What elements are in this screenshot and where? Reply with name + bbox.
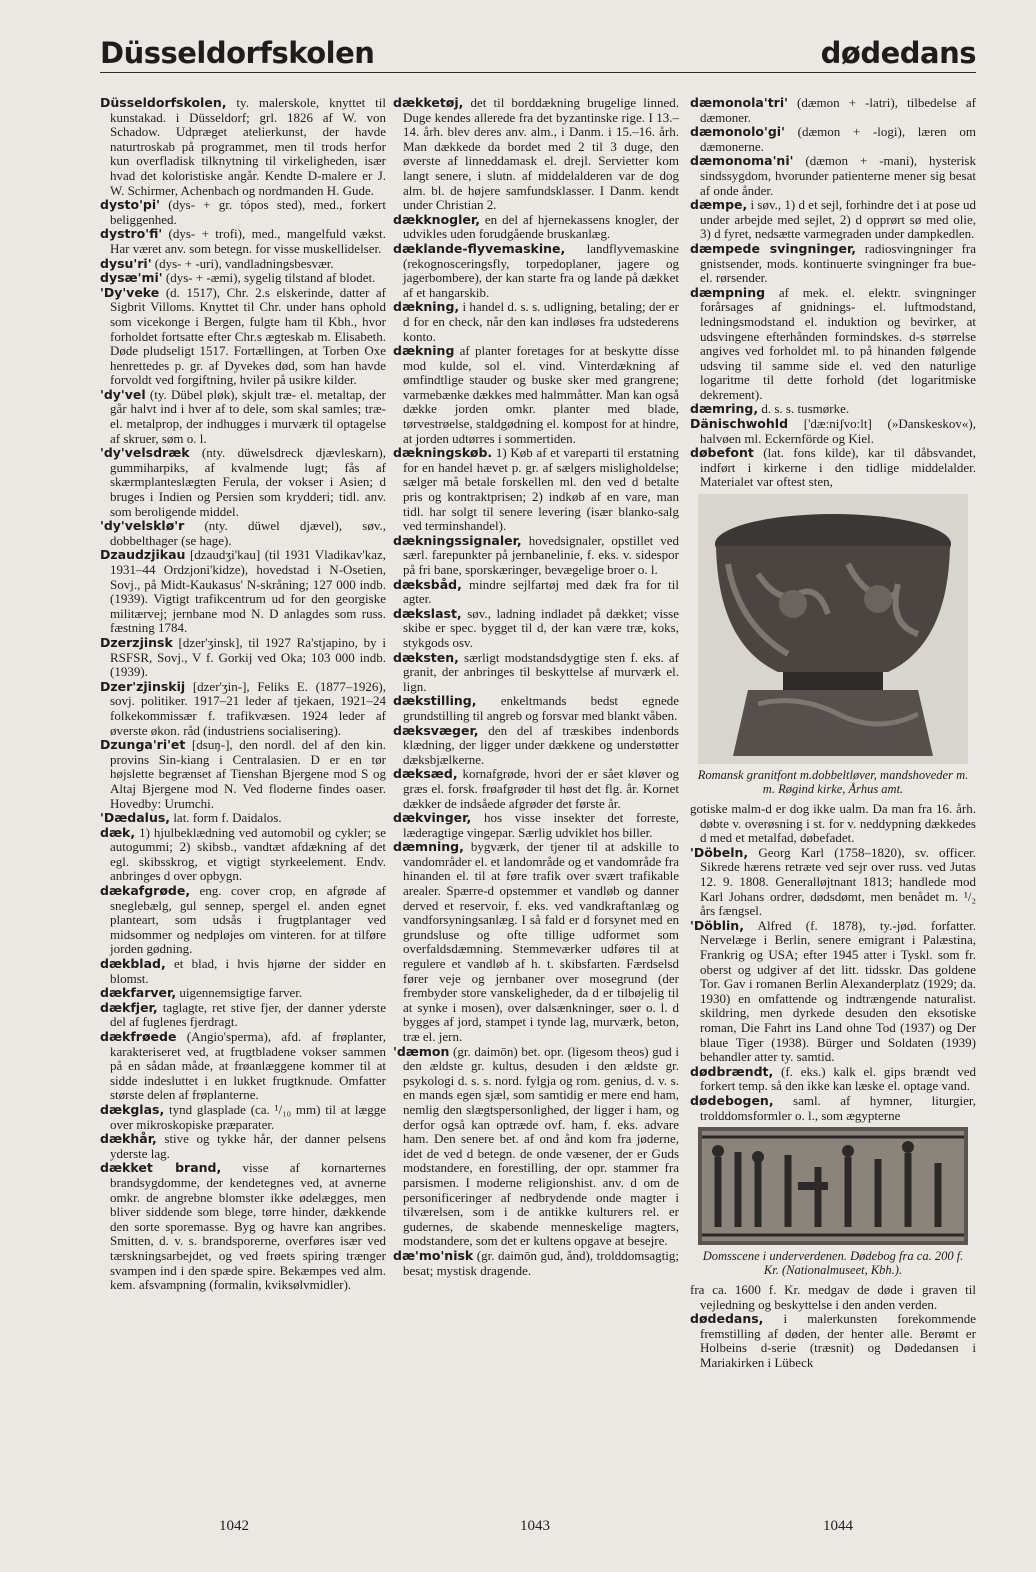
entry-headword: dæmpning [690, 284, 766, 300]
entry-text: uigennemsigtige farver. [176, 985, 303, 1001]
entry-headword: dæmring, [690, 401, 759, 417]
entry-headword: 'dy'velsdræk [100, 445, 190, 461]
entry-headword: Dänischwohld [690, 416, 789, 432]
entry-text: saml. af hymner, liturgier, trolddomsformler o. l., som ægypterne [700, 1092, 976, 1123]
entry [100, 198, 386, 227]
entry-headword: dækknogler, [393, 211, 480, 227]
entry [100, 1001, 386, 1030]
entry [690, 242, 976, 286]
entry-headword: dæmpede svingninger, [690, 240, 857, 256]
entry-text: i malerkunsten forekommende fremstilling af døden, der henter alle. Berømt er Holbeins d-serie (træsnit) og Dødedansen i Mariakirken i Lübeck [700, 1311, 976, 1371]
entry-text: bygværk, der tjener til at adskille to vandområder el. et landområde og et vandområde fra hinanden el. til at føre trafik over svært trafikable arealer. Spærre-d opstemmer et vandløb og danner derved et reservoir, f. eks. ved vandkraftanlæg og vandforsyningsanlæg. I så fald er d forsynet med en grundsluse og ofte tillige udformet som overfaldsdæmning. Stemmeværker udføres til at regulere et vandløb af h. t. skibsfarten. Færdselsd fører veje og jernbaner over mosegrund (der frembyder store vanskeligheder, da d er tilbøjelig til at synke i mosen), over dalsænkninger, søer o. l. d bygges af jord, stampet i tynde lag, murværk, beton, træ el. jern. [403, 839, 679, 1044]
entry-headword: dæmonola'tri' [690, 95, 788, 110]
entry-headword: Düsseldorfskolen, [100, 95, 227, 110]
entry [690, 1065, 976, 1094]
entry [690, 1283, 976, 1312]
entry-headword: dæmpe, [690, 197, 748, 213]
entry [393, 651, 679, 695]
running-header [100, 36, 976, 73]
entry [393, 96, 679, 213]
entry [100, 96, 386, 198]
entry-text: (dys- + gr. tópos sted), med., forkert beliggenhed. [110, 197, 386, 227]
entry [690, 846, 976, 919]
entry-text: enkeltmands bedst egnede grundstilling til angreb og forsvar med blankt våben. [403, 693, 679, 723]
entry-headword: 'Döbeln, [690, 844, 749, 860]
entry [100, 519, 386, 548]
entry-text: (nty. düwel djævel), søv., dobbelthager (se hage). [110, 518, 386, 548]
entry-headword: dæ'mo'nisk [393, 1247, 474, 1263]
entry-text: kornafgrøde, hvori der er sået kløver og græs el. forsk. frøafgrøder til høst det flg. år. Kornet dækker de indsåede afgrøder det første år. [403, 766, 679, 811]
entry-text: ['dæ:niʃvo:lt] (»Danskeskov«), halvøen ml. Eckernförde og Kiel. [700, 416, 976, 446]
entry-headword: dækketøj, [393, 95, 464, 110]
entry-text: (dys- + -uri), vandladningsbesvær. [151, 255, 334, 271]
entry-headword: dødbrændt, [690, 1063, 774, 1079]
entry-text: stive og tykke hår, der danner pelsens yderste lag. [110, 1131, 386, 1161]
entry-headword: dæksvæger, [393, 722, 479, 738]
entry [690, 198, 976, 242]
entry-text: (dæmon + -logi), læren om dæmonerne. [700, 124, 976, 154]
entry [100, 826, 386, 884]
entry [690, 446, 976, 490]
entry-text: en del af hjernekassens knogler, der udvikles uden forudgående bruskanlæg. [403, 211, 679, 242]
entry [690, 402, 976, 417]
entry [393, 767, 679, 811]
entry-headword: dækvinger, [393, 810, 472, 826]
entry-text: [dzaudʒi'kau] (til 1931 Vladikav'kaz, 1931–44 Ordzjoni'kidze), hovedstad i N-Osetien, Sovj., på Midt-Kaukasus' N-skråning; 127 000 indb. (1939). Vigtigt trafikcentrum ud for den georgiske militærvej; jernbane mod N. D anlagdes som russ. fæstning 1784. [110, 547, 386, 636]
entry-text: hovedsignaler, opstillet ved særl. farepunkter på jernbanelinie, f. eks. v. sidespor på fri bane, sporskæringer, bevægelige broer o. l. [403, 532, 679, 577]
header-right-title: dødedans [820, 36, 976, 70]
entry [100, 680, 386, 738]
column-2 [393, 96, 679, 1278]
entry-text: af planter foretages for at beskytte disse mod kulde, sol el. vind. Vinterdækning af ømfindtlige stauder og buske sker med grangrene; varmebænke dækkes med halmmåtter. Man kan også dække jorden omkr. planter med blade, tørvestrøelse, staldgødning el. kompost for at hindre, at jorden udtørres i sommertiden. [403, 343, 679, 446]
entry [393, 242, 679, 300]
entry-text: eng. cover crop, en afgrøde af sneglebælg, gul sennep, spergel el. anden egnet planteart, som udsås i frugtplantager ved midsommer og nedpløjes om vinteren. for at tilføre jorden gødning. [110, 883, 386, 957]
entry-text: ty. malerskole, knyttet til kunstakad. i Düsseldorf; grl. 1826 af W. von Schadow. Udpræget atelierkunst, der havde naturtroskab på programmet, men til trods herfor kun overfladisk tilknytning til virkeligheden, især hvad det koloristiske angår. Kendte D-malere er J. W. Schirmer, Achenbach og nordmanden H. Gude. [110, 95, 386, 198]
entry-headword: dækning [393, 343, 455, 359]
entry-text: tynd glasplade (ca. ¹/₁₀ mm) til at lægge over mikroskopiske præparater. [110, 1101, 386, 1132]
page-number-1042: 1042 [219, 1518, 249, 1534]
entry-text: et blad, i hvis hjørne der sidder en blomst. [110, 956, 386, 986]
entry-text: gotiske malm-d er dog ikke ualm. Da man fra 16. årh. døbte v. overøsning i st. for v. neddypning dækkedes d med et metalfad, døbefadet. [690, 801, 976, 846]
entry [690, 1312, 976, 1370]
entry [393, 1249, 679, 1278]
entry [690, 154, 976, 198]
entry [100, 1103, 386, 1132]
entry [690, 802, 976, 846]
entry-headword: 'Döblin, [690, 917, 744, 933]
entry-text: (Angio'sperma), afd. af frøplanter, karakteriseret ved, at frugtbladene vokser sammen på en sådan måde, at frøanlæggene kommer til at sidde indesluttet i en lukket frugtknude. Omfatter største delen af frøplanterne. [110, 1029, 386, 1103]
figure-1-caption: Romansk granitfont m.dobbeltløver, mandshoveder m. m. Røgind kirke, Århus amt. [697, 768, 969, 797]
entry-text: visse af kornarternes brandsygdomme, der kendetegnes ved, at avnerne omkr. de angrebne blomster ikke ødelægges, men bliver siddende som blege, tørre hinder, dækkende den sorte sporemasse. Byg og havre kan angribes. Smitten, d. v. s. brandsporerne, overføres især ved tærskningsarbejdet, og ved frøets spiring trænger svampen ind i den spæde spire. Bekæmpes ved alm. kem. afsvampning (formalin, kviksølvmidler). [110, 1160, 386, 1293]
entry-text: særligt modstandsdygtige sten f. eks. af granit, der anbringes til beskyttelse af murværk el. lign. [403, 649, 679, 694]
entry-text: den del af træskibes indenbords klædning, der ligger under dækkene og understøtter dæksbjælkerne. [403, 722, 679, 767]
entry [100, 548, 386, 636]
entry-headword: dødedans, [690, 1311, 764, 1327]
entry-text: taglagte, ret stive fjer, der danner yderste del af fuglenes fjerdragt. [110, 999, 386, 1030]
entry-headword: Dzerzjinsk [100, 634, 173, 650]
entry-headword: dækstilling, [393, 693, 477, 709]
column-1 [100, 96, 386, 1293]
entry [393, 1045, 679, 1249]
entry [393, 811, 679, 840]
entry [100, 738, 386, 811]
entry-text: af mek. el. elektr. svingninger forårsages af gnidnings- el. luftmodstand, ledningsmodstand el. induktion og bevirker, at udsvingene efterhånden formindskes. d-s størrelse angives ved forholdet ml. to på hinanden følgende udsving til samme side el. ved den naturlige logaritme til dette forhold (det logaritmiske dekrement). [700, 284, 976, 402]
entry-text: [dzer'ʒinsk], til 1927 Ra'stjapino, by i RSFSR, Sovj., V f. Gorkij ved Oka; 103 000 indb. (1939). [110, 634, 386, 680]
entry-headword: Dzer'zjinskij [100, 678, 186, 694]
entry [393, 840, 679, 1044]
entry-headword: dækket brand, [100, 1160, 222, 1176]
entry [393, 694, 679, 723]
entry-headword: dæmonoma'ni' [690, 153, 794, 169]
entry-text: (nty. düwelsdreck djævleskarn), gummiharpiks, af kvalmende lugt; fås af skærmplanteslægten Ferula, der vokser i Asien; d bruges i Indien og Persien som krydderi; tidl. anv. som beroligende middel. [110, 445, 386, 519]
entry [690, 919, 976, 1065]
entry-headword: dækhår, [100, 1131, 157, 1147]
entry [100, 286, 386, 388]
entry-headword: dødebogen, [690, 1092, 774, 1108]
entry-text: i handel d. s. s. udligning, betaling; der er d for en check, når den kan indløses fra udstederens konto. [403, 299, 679, 344]
entry-text: (ty. Dübel pløk), skjult træ- el. metaltap, der går halvt ind i hver af to dele, som skal samles; træ- el. metalprop, der indhugges i murværk til optagelse af skruer, søm o. l. [110, 386, 386, 446]
entry [100, 388, 386, 446]
entry-text: mindre sejlfartøj med dæk fra for til agter. [403, 576, 679, 607]
entry-text: Alfred (f. 1878), ty.-jød. forfatter. Nervelæge i Berlin, senere emigrant i Palæstina, Frankrig og USA; efter 1945 atter i Tyskl. som fr. oberst og udgiver af det litt. tidsskr. Das goldene Tor. Gav i romanen Berlin Alexanderplatz (1929; da. 1930) en omfattende og indtrængende naturalist. skildring, men dyrkede desuden den eksotiske roman, Die Fahrt ins Land ohne Tod (1937) og Der blaue Tiger (1938). Bürger und Soldaten (1939) behandler atter ty. samtid. [700, 917, 976, 1065]
entry-headword: dækblad, [100, 956, 166, 972]
entry [100, 884, 386, 957]
entry [393, 213, 679, 242]
entry-text: det til borddækning brugelige linned. Duge kendes allerede fra det byzantinske rige. I 13.–14. årh. blev deres anv. alm., i Danm. i 15.–16. årh. Man dækkede da bordet med 2 til 3 duge, den øverste af linneddamask el. drejl. Servietter kom langt senere, i slutn. af middelalderen var de dog alm. bl. de højere samfundsklasser. I Danm. kendt under Christian 2. [403, 95, 679, 213]
entry-text: søv., ladning indladet på dækket; visse skibe er spec. bygget til d, der kan være træ, koks, stykgods osv. [403, 605, 679, 650]
book-of-the-dead-illustration [698, 1127, 968, 1245]
entry-headword: 'Dædalus, [100, 810, 171, 826]
entry-headword: dæk, [100, 824, 136, 840]
entry-headword: Dzunga'ri'et [100, 737, 186, 753]
entry [100, 227, 386, 256]
entry [690, 286, 976, 403]
entry-text: (d. 1517), Chr. 2.s elskerinde, datter af Sigbrit Villoms. Knyttet til Chr. under hans ophold som vicekonge i Bergen, fulgte ham til Kbh., hvor forholdet fortsatte efter Chr.s ægteskab m. Elisabeth. Døde pludseligt 1517. Fortællingen, at Torben Oxe henrettedes p. gr. af Dyvekes død, som han havde forvoldt ved forgiftning, hviler på usikre kilder. [110, 284, 386, 388]
entry-text: lat. form f. Daidalos. [170, 810, 282, 826]
entry [690, 417, 976, 446]
entry [393, 724, 679, 768]
entry [100, 957, 386, 986]
entry-headword: dæmning, [393, 839, 464, 855]
entry-text: radiosvingninger fra gnistsender, mods. kontinuerte svingninger fra bue- el. rørsender. [700, 240, 976, 286]
entry-headword: dækslast, [393, 605, 462, 621]
entry-headword: Dzaudzjikau [100, 547, 186, 563]
entry [393, 344, 679, 446]
entry-headword: dystro'fi' [100, 226, 163, 242]
header-left-title: Düsseldorfskolen [100, 36, 375, 70]
entry-text: 1) Køb af et vareparti til erstatning for en handel hævet p. gr. af sælgers misligholdelse; sælger må betale forskellen ml. den ved d betalte pris og kontraktprisen; 2) indkøb af en vare, man tidl. har solgt til senere levering (især blanko-salg ved terminshandel). [403, 445, 679, 534]
entry-text: landflyvemaskine (rekognosceringsfly, torpedoplaner, jagere og jagerbombere), der kan starte fra og lande på dækket af et hangarskib. [403, 240, 679, 300]
entry-text: (dæmon + -latri), tilbedelse af dæmoner. [700, 95, 976, 125]
entry-text: (dys- + trofi), med., mangelfuld vækst. Har været anv. som betegn. for visse muskellidelser. [110, 226, 386, 256]
entry-text: (lat. fons kilde), kar til dåbsvandet, indført i kirkerne i den tidlige middelalder. Materialet var oftest sten, [700, 445, 976, 490]
entry-text: (f. eks.) kalk el. gips brændt ved forkert temp. så den ikke kan læske el. optage vand. [700, 1063, 976, 1094]
column-3-lower [690, 1283, 976, 1371]
entry [690, 1094, 976, 1123]
entry-headword: dæksten, [393, 649, 459, 665]
entry-text: d. s. s. tusmørke. [758, 401, 850, 417]
entry-headword: dysæ'mi' [100, 270, 163, 286]
entry-text: hos visse insekter det forreste, læderagtige vingepar. Særlig udviklet hos biller. [403, 810, 679, 840]
entry [393, 607, 679, 651]
entry-headword: 'dy'velsklø'r [100, 518, 185, 534]
entry-headword: dysu'ri' [100, 255, 152, 271]
entry-text: i søv., 1) d et sejl, forhindre det i at pose ud under arbejde med sejlet, 2) d opprørt sø med olie, 3) d fyret, nedsætte varmegraden under dampkedlen. [700, 197, 976, 242]
entry [393, 300, 679, 344]
entry-text: (dæmon + -mani), hysterisk sindssygdom, hvorunder patienterne mener sig besat af onde ånder. [700, 153, 976, 198]
entry-headword: dæksbåd, [393, 576, 462, 592]
entry-text: (gr. daimōn) bet. opr. (ligesom theos) gud i den ældste gr. kultus, desuden i den ældste gr. psykologi d. s. s. nord. fylgja og rom. genius, d. v. s. en mands egen sjæl, som samtidig er mere end ham, nemlig den slægtspersonlighed, der ligger i ham, og derfor også kan optræde ovf. ham, f. eks. advare ham. Den senere bet. af ond ånd kom fra jøderne, idet de ved d betegn. de onde væsener, der er Guds modstandere, en forestilling, der opr. stammer fra parsismen. I moderne religionshist. anv. d om de personificeringer af nedbrydende onde magter i tilværelsen, som i de antikke kulturers rel. er gudernes, de skabende menneskelige magters, modstandere, som det er kultens opgave at besejre. [403, 1043, 679, 1249]
entry-headword: dækfrøede [100, 1029, 177, 1044]
entry-headword: 'dæmon [393, 1043, 450, 1059]
entry-headword: dæmonolo'gi' [690, 124, 785, 140]
page-number-1044: 1044 [823, 1518, 853, 1534]
entry [100, 1030, 386, 1103]
entry-headword: døbefont [690, 445, 754, 461]
entry [100, 636, 386, 680]
figure-2-caption: Domsscene i underverdenen. Dødebog fra ca. 200 f. Kr. (Nationalmuseet, Kbh.). [702, 1249, 964, 1278]
entry [100, 986, 386, 1001]
entry [393, 446, 679, 534]
entry-headword: dækningskøb. [393, 445, 493, 461]
entry-text: (dys- + -æmi), sygelig tilstand af blodet. [162, 270, 376, 286]
entry [100, 811, 386, 826]
entry-headword: dækglas, [100, 1101, 165, 1117]
entry-headword: dæksæd, [393, 766, 458, 782]
entry [100, 1161, 386, 1292]
entry-headword: dæklande-flyvemaskine, [393, 240, 566, 256]
granite-font-illustration [698, 494, 968, 764]
entry-headword: dækafgrøde, [100, 883, 191, 899]
page-number-1043: 1043 [520, 1518, 550, 1534]
entry-headword: 'dy'vel [100, 386, 146, 402]
entry [393, 578, 679, 607]
entry [100, 271, 386, 286]
entry-headword: dækningssignaler, [393, 532, 522, 548]
entry-headword: dysto'pi' [100, 197, 160, 213]
entry [393, 534, 679, 578]
column-3 [690, 96, 976, 1371]
entry-headword: dækning, [393, 299, 460, 315]
entry [690, 96, 976, 125]
column-3-middle [690, 802, 976, 1123]
entry-text: [dzer'ʒin-], Feliks E. (1877–1926), sovj. politiker. 1917–21 leder af tjekaen, 1921–24 folkekommissær f. trafikvæsen. 1924 leder af øverste økon. råd (industriens socialisering). [110, 678, 386, 738]
entry-text: 1) hjulbeklædning ved automobil og cykler; se autogummi; 2) skibsb., vandtæt afdækning af det egl. skibsskrog, et vigtigt styrkeelement. Endv. anbringes d over opbygn. [110, 824, 386, 884]
entry-text: [dsuŋ-], den nordl. del af den kin. provins Sin-kiang i Centralasien. D er en tør højslette begrænset af Tienshan Bjergene mod S og Altaj Bjergene mod N. Ved floderne findes oaser. Hovedby: Urumchi. [110, 737, 386, 811]
entry-headword: 'Dy'veke [100, 284, 160, 300]
entry-text: fra ca. 1600 f. Kr. medgav de døde i graven til vejledning og beskyttelse i den anden verden. [690, 1282, 976, 1312]
entry [100, 1132, 386, 1161]
entry [690, 125, 976, 154]
entry [100, 446, 386, 519]
entry-headword: dækfarver, [100, 985, 177, 1001]
entry-text: Georg Karl (1758–1820), sv. officer. Sikrede hærens retræte ved sejr over russ. ved Jutas 12. 9. 1808. Generalløjtnant 1813; handlede mod Karl Johans ordrer, dødsdømt, men benådet m. ¹/₂ års fængsel. [700, 844, 976, 919]
entry-headword: dækfjer, [100, 999, 158, 1015]
entry-text: (gr. daimōn gud, ånd), trolddomsagtig; besat; mystisk dragende. [403, 1247, 679, 1278]
column-3-upper [690, 96, 976, 490]
entry [100, 257, 386, 272]
